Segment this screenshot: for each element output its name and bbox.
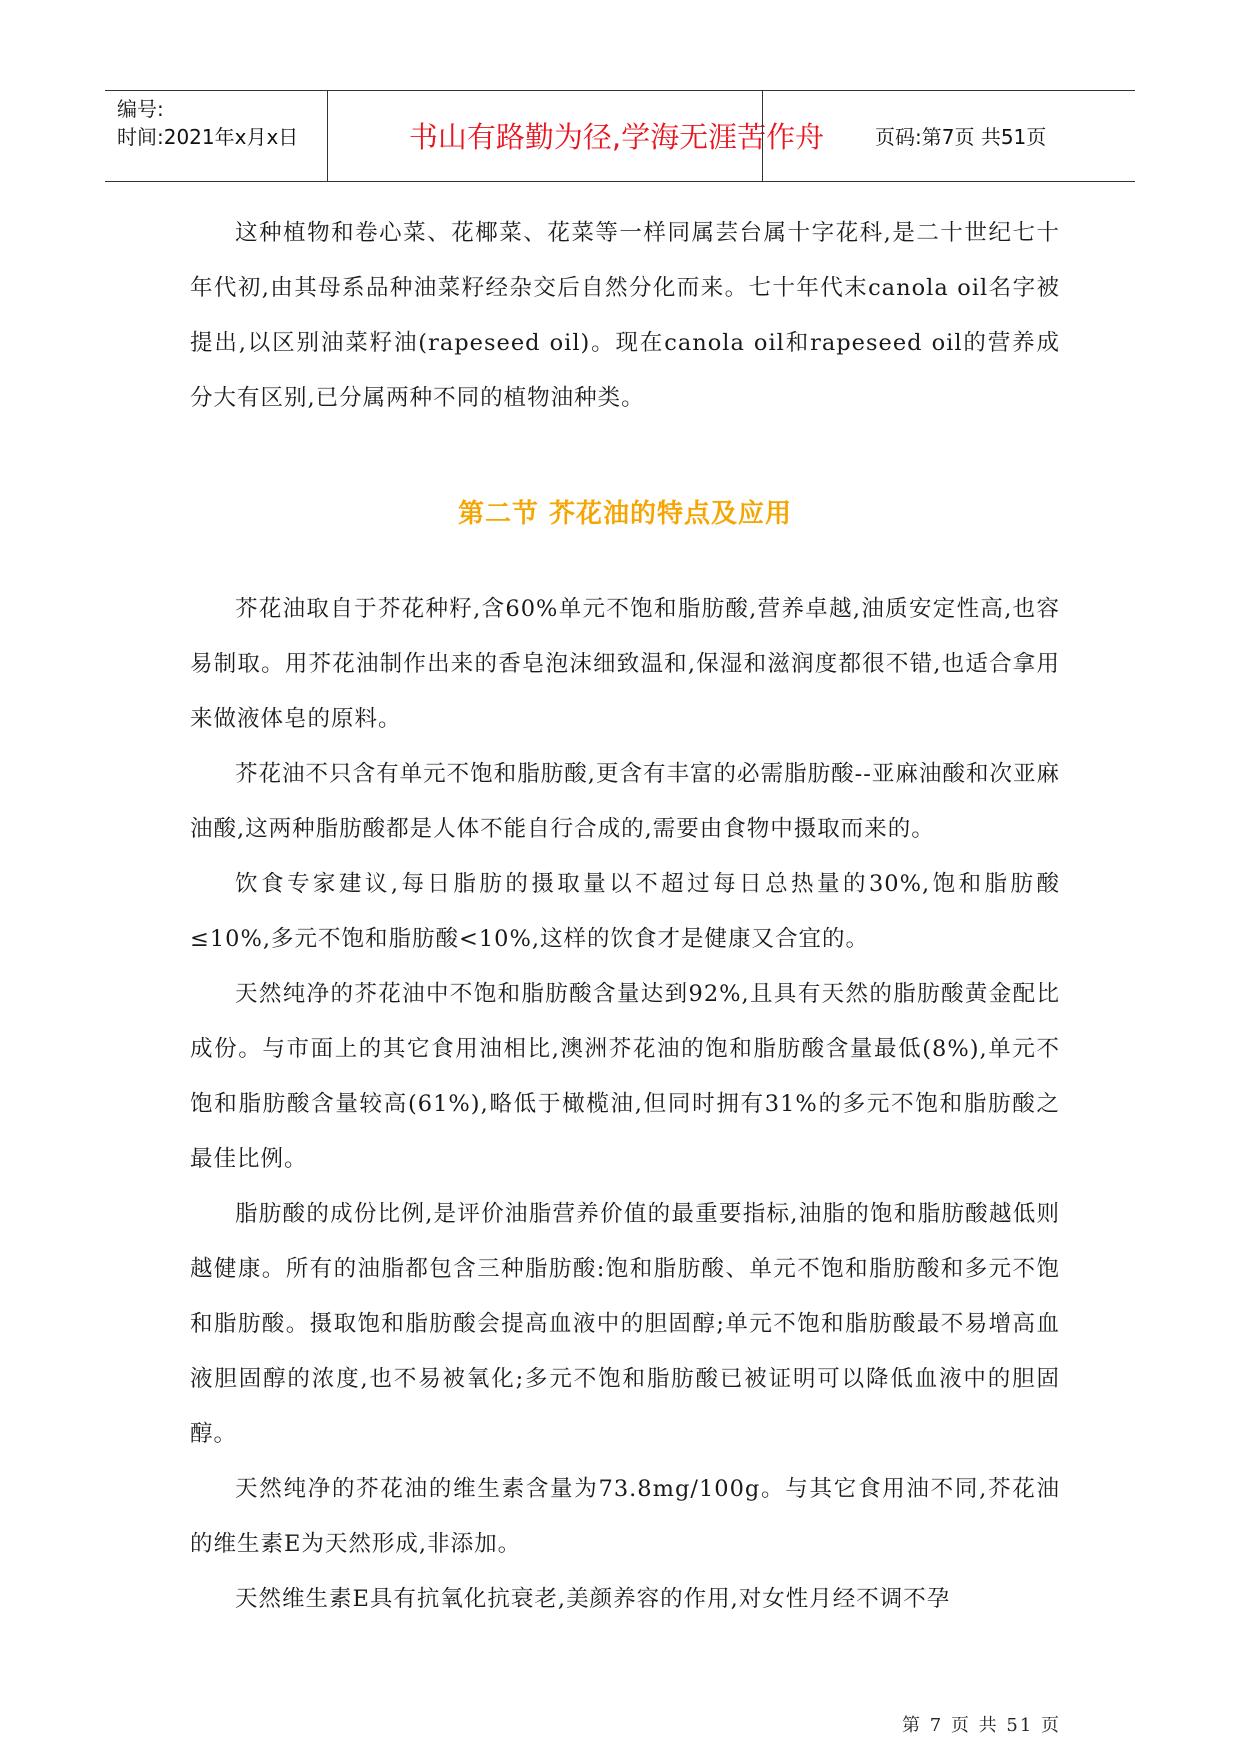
- header-divider-right: [762, 91, 763, 181]
- body-paragraph: 天然纯净的芥花油中不饱和脂肪酸含量达到92%,且具有天然的脂肪酸黄金配比成份。与市面上的其它食用油相比,澳洲芥花油的饱和脂肪酸含量最低(8%),单元不饱和脂肪酸含量较高(61%),略低于橄榄油,但同时拥有31%的多元不饱和脂肪酸之最佳比例。: [190, 981, 1060, 1172]
- intro-paragraph: 这种植物和卷心菜、花椰菜、花菜等一样同属芸台属十字花科,是二十世纪七十年代初,由其母系品种油菜籽经杂交后自然分化而来。七十年代末canola oil名字被提出,以区别油菜籽油(rapeseed oil)。现在canola oil和rapeseed oil的营养成分大有区别,已分属两种不同的植物油种类。: [190, 220, 1060, 411]
- spacer: [190, 426, 1060, 444]
- header-motto: 书山有路勤为径,学海无涯苦作舟: [408, 120, 825, 154]
- body-paragraph: 天然纯净的芥花油的维生素含量为73.8mg/100g。与其它食用油不同,芥花油的维生素E为天然形成,非添加。: [190, 1476, 1060, 1557]
- header-divider-left: [327, 91, 328, 181]
- serial-label: 编号:: [117, 97, 164, 121]
- document-header: [105, 90, 1135, 182]
- page-footer: 第 7 页 共 51 页: [902, 1715, 1061, 1736]
- body-paragraph: 饮食专家建议,每日脂肪的摄取量以不超过每日总热量的30%,饱和脂肪酸≤10%,多元不饱和脂肪酸<10%,这样的饮食才是健康又合宜的。: [190, 871, 1060, 952]
- body-paragraph: 芥花油不只含有单元不饱和脂肪酸,更含有丰富的必需脂肪酸--亚麻油酸和次亚麻油酸,这两种脂肪酸都是人体不能自行合成的,需要由食物中摄取而来的。: [190, 761, 1060, 842]
- page-body: [190, 206, 1060, 1627]
- body-paragraph: 芥花油取自于芥花种籽,含60%单元不饱和脂肪酸,营养卓越,油质安定性高,也容易制取。用芥花油制作出来的香皂泡沫细致温和,保湿和滋润度都很不错,也适合拿用来做液体皂的原料。: [190, 596, 1060, 732]
- header-page-info: 页码:第7页 共51页: [875, 125, 1047, 149]
- section-title: 第二节 芥花油的特点及应用: [457, 499, 793, 529]
- header-meta: [117, 95, 369, 151]
- body-paragraph: 天然维生素E具有抗氧化抗衰老,美颜养容的作用,对女性月经不调不孕: [235, 1586, 951, 1612]
- body-paragraph: 脂肪酸的成份比例,是评价油脂营养价值的最重要指标,油脂的饱和脂肪酸越低则越健康。所有的油脂都包含三种脂肪酸:饱和脂肪酸、单元不饱和脂肪酸和多元不饱和脂肪酸。摄取饱和脂肪酸会提高血液中的胆固醇;单元不饱和脂肪酸最不易增高血液胆固醇的浓度,也不易被氧化;多元不饱和脂肪酸已被证明可以降低血液中的胆固醇。: [190, 1201, 1060, 1447]
- time-label: 时间:2021年x月x日: [117, 125, 299, 149]
